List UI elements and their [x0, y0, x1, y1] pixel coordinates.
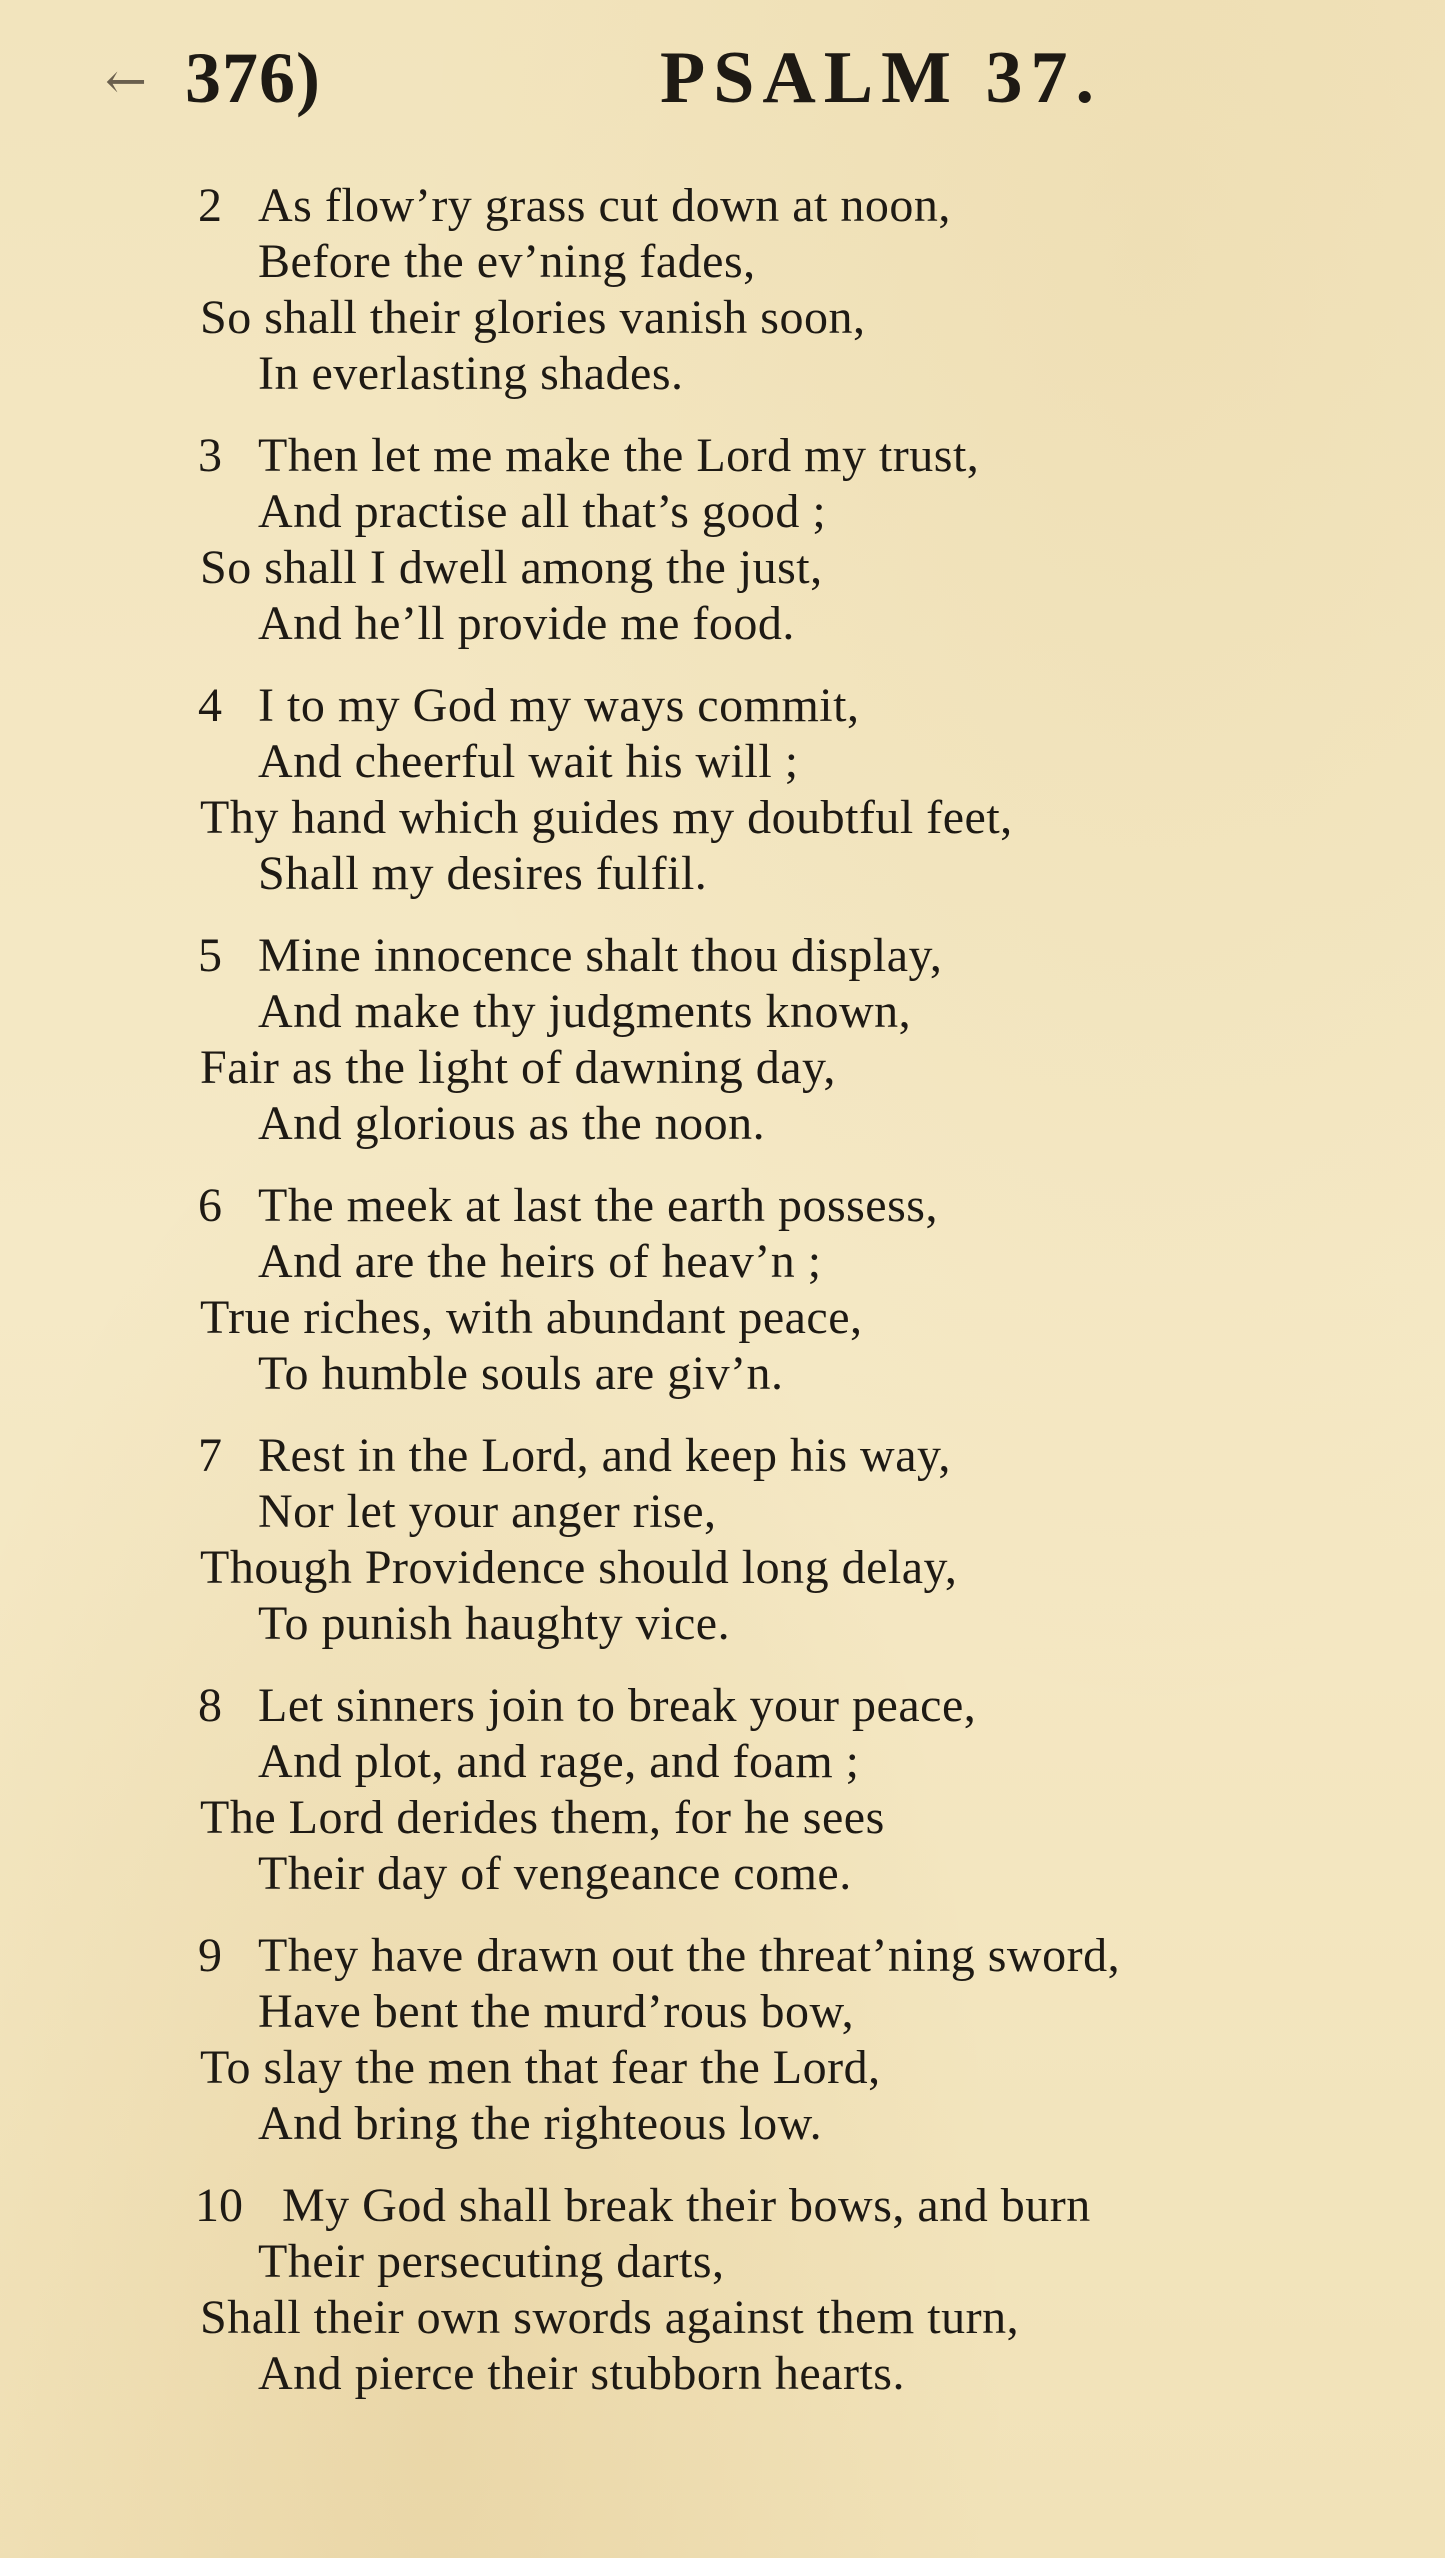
- verse-line: My God shall break their bows, and burn: [282, 2179, 1091, 2232]
- stanza-10: [0, 2178, 1445, 2402]
- verse-number: 10: [195, 2179, 243, 2232]
- verse-line: Before the ev’ning fades,: [258, 235, 756, 288]
- verse-line: As flow’ry grass cut down at noon,: [258, 179, 951, 232]
- verse-line: To punish haughty vice.: [258, 1597, 731, 1650]
- verse-line: Fair as the light of dawning day,: [200, 1041, 836, 1094]
- verse-line: Mine innocence shalt thou display,: [258, 929, 943, 982]
- stanza-2: [0, 178, 1445, 402]
- page-header: [0, 28, 1445, 128]
- verse-number: 8: [198, 1679, 222, 1732]
- stanza-7: [0, 1428, 1445, 1652]
- verse-line: And cheerful wait his will ;: [258, 735, 799, 788]
- verse-line: Let sinners join to break your peace,: [258, 1679, 977, 1732]
- verse-line: I to my God my ways commit,: [258, 679, 860, 732]
- running-title: PSALM 37.: [660, 37, 1102, 119]
- verse-line: Their day of vengeance come.: [258, 1847, 852, 1900]
- stanza-6: [0, 1178, 1445, 1402]
- verse-line: Thy hand which guides my doubtful feet,: [200, 791, 1013, 844]
- verse-number: 4: [198, 679, 222, 732]
- verse-line: Though Providence should long delay,: [200, 1541, 958, 1594]
- verse-line: And glorious as the noon.: [258, 1097, 766, 1150]
- verse-line: The meek at last the earth possess,: [258, 1179, 938, 1232]
- verse-line: In everlasting shades.: [258, 347, 684, 400]
- verse-number: 7: [198, 1429, 222, 1482]
- stanza-5: [0, 928, 1445, 1152]
- verse-number: 6: [198, 1179, 222, 1232]
- verse-number: 5: [198, 929, 222, 982]
- verse-number: 9: [198, 1929, 222, 1982]
- verse-line: The Lord derides them, for he sees: [200, 1791, 885, 1844]
- stanza-4: [0, 678, 1445, 902]
- verse-line: True riches, with abundant peace,: [200, 1291, 863, 1344]
- verse-line: And bring the righteous low.: [258, 2097, 823, 2150]
- verse-line: Their persecuting darts,: [258, 2235, 725, 2288]
- verse-line: To slay the men that fear the Lord,: [200, 2041, 881, 2094]
- verse-number: 2: [198, 179, 222, 232]
- verse-line: So shall I dwell among the just,: [200, 541, 823, 594]
- verse-line: And are the heirs of heav’n ;: [258, 1235, 822, 1288]
- verse-number: 3: [198, 429, 222, 482]
- page-number: 376): [185, 38, 321, 118]
- verse-line: They have drawn out the threat’ning sword,: [258, 1929, 1121, 1982]
- verse-line: So shall their glories vanish soon,: [200, 291, 866, 344]
- psalm-text: [0, 178, 1445, 2428]
- verse-line: Shall their own swords against them turn,: [200, 2291, 1020, 2344]
- verse-line: Then let me make the Lord my trust,: [258, 429, 980, 482]
- verse-line: And pierce their stubborn hearts.: [258, 2347, 905, 2400]
- stanza-8: [0, 1678, 1445, 1902]
- verse-line: And he’ll provide me food.: [258, 597, 795, 650]
- verse-line: And plot, and rage, and foam ;: [258, 1735, 860, 1788]
- verse-line: Rest in the Lord, and keep his way,: [258, 1429, 951, 1482]
- stanza-9: [0, 1928, 1445, 2152]
- verse-line: To humble souls are giv’n.: [258, 1347, 784, 1400]
- verse-line: Shall my desires fulfil.: [258, 847, 708, 900]
- verse-line: Nor let your anger rise,: [258, 1485, 717, 1538]
- verse-line: And practise all that’s good ;: [258, 485, 827, 538]
- verse-line: Have bent the murd’rous bow,: [258, 1985, 855, 2038]
- margin-mark: ←: [105, 52, 147, 110]
- stanza-3: [0, 428, 1445, 652]
- verse-line: And make thy judgments known,: [258, 985, 912, 1038]
